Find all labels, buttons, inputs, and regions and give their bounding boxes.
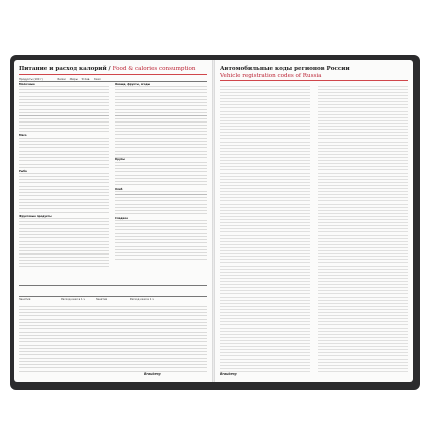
table-rows — [19, 173, 109, 215]
nutrition-table-right — [115, 83, 207, 283]
page-title-regions: Автомобильные коды регионов России — [220, 66, 350, 72]
section-header: Хлеб — [115, 187, 123, 191]
left-page — [14, 60, 212, 382]
table-rows — [115, 191, 207, 217]
title-underline — [220, 80, 408, 81]
page-title-food: Питание и расход калорий / Food & calories consumption — [19, 66, 196, 72]
brand-logo: Brauberg — [144, 372, 161, 376]
section-header: Мясо — [19, 134, 27, 138]
nutrition-table-left — [19, 83, 109, 283]
table-rows — [115, 162, 207, 188]
header-rule — [19, 81, 207, 82]
section-header: Рыба — [19, 169, 27, 173]
activity-headers: Занятия Расход ккал в 1 ч Занятия Расход ккал в 1 ч — [19, 298, 154, 301]
title-underline — [19, 74, 207, 75]
section-rule — [19, 285, 207, 286]
section-header: Фруктовые продукты — [19, 214, 52, 218]
region-codes-right — [318, 86, 408, 372]
page-subtitle-regions: Vehicle registration codes of Russia — [220, 72, 322, 79]
brand-logo: Brauberg — [220, 372, 237, 376]
section-header: Крупы — [115, 158, 125, 162]
section-rule — [19, 296, 207, 297]
table-rows — [115, 220, 207, 260]
table-rows — [19, 218, 109, 268]
activity-table — [19, 306, 207, 372]
section-header: Сладкое — [115, 216, 128, 220]
table-rows — [115, 86, 207, 158]
section-header: Овощи, фрукты, ягоды — [115, 83, 151, 86]
right-page — [215, 60, 413, 382]
region-codes-left — [220, 86, 310, 372]
table-rows — [19, 86, 109, 134]
column-headers: Продукты (100 г) Белки Жиры Углев. Ккал — [19, 77, 101, 81]
table-rows — [19, 138, 109, 170]
section-header: Молочные — [19, 83, 35, 86]
